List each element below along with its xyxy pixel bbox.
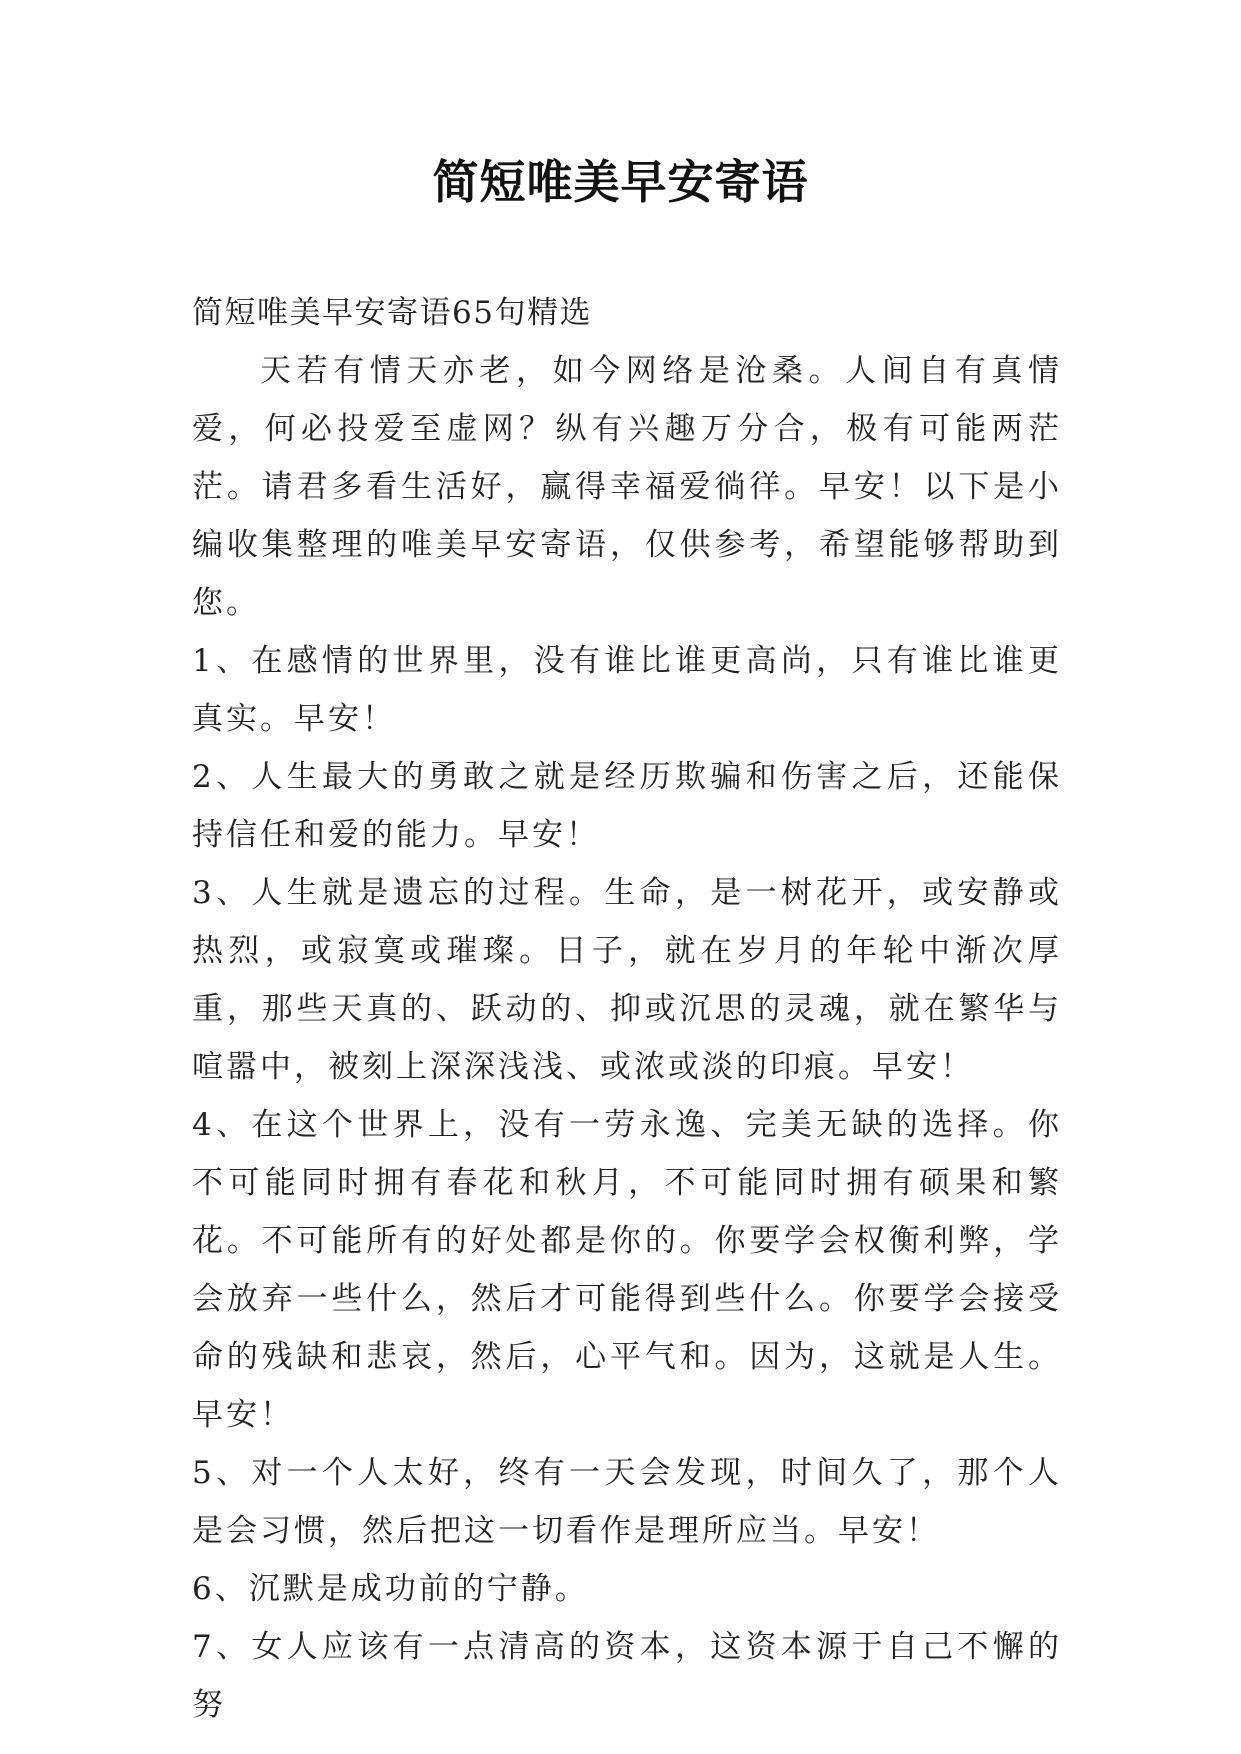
list-item: 5、对一个人太好，终有一天会发现，时间久了，那个人是会习惯，然后把这一切看作是理所应当。早安！ [192, 1455, 1062, 1549]
list-item: 7、女人应该有一点清高的资本，这资本源于自己不懈的努 [192, 1629, 1062, 1723]
list-item: 2、人生最大的勇敢之就是经历欺骗和伤害之后，还能保持信任和爱的能力。早安！ [192, 759, 1062, 853]
list-item: 6、沉默是成功前的宁静。 [192, 1571, 589, 1607]
list-item: 3、人生就是遗忘的过程。生命，是一树花开，或安静或热烈，或寂寞或璀璨。日子，就在岁月的年轮中渐次厚重，那些天真的、跃动的、抑或沉思的灵魂，就在繁华与喧嚣中，被刻上深深浅浅、或浓或淡的印痕。早安！ [192, 875, 1062, 1085]
document-title: 简短唯美早安寄语 [432, 155, 809, 209]
document-subtitle: 简短唯美早安寄语65句精选 [192, 295, 592, 331]
intro-paragraph: 天若有情天亦老，如今网络是沧桑。人间自有真情爱，何必投爱至虚网？纵有兴趣万分合，极有可能两茫茫。请君多看生活好，赢得幸福爱徜徉。早安！以下是小编收集整理的唯美早安寄语，仅供参考，希望能够帮助到您。 [192, 353, 1062, 621]
list-item: 1、在感情的世界里，没有谁比谁更高尚，只有谁比谁更真实。早安！ [192, 643, 1062, 737]
document-body [192, 284, 1062, 1734]
list-item: 4、在这个世界上，没有一劳永逸、完美无缺的选择。你不可能同时拥有春花和秋月，不可能同时拥有硕果和繁花。不可能所有的好处都是你的。你要学会权衡利弊，学会放弃一些什么，然后才可能得到些什么。你要学会接受命的残缺和悲哀，然后，心平气和。因为，这就是人生。早安！ [192, 1107, 1062, 1433]
